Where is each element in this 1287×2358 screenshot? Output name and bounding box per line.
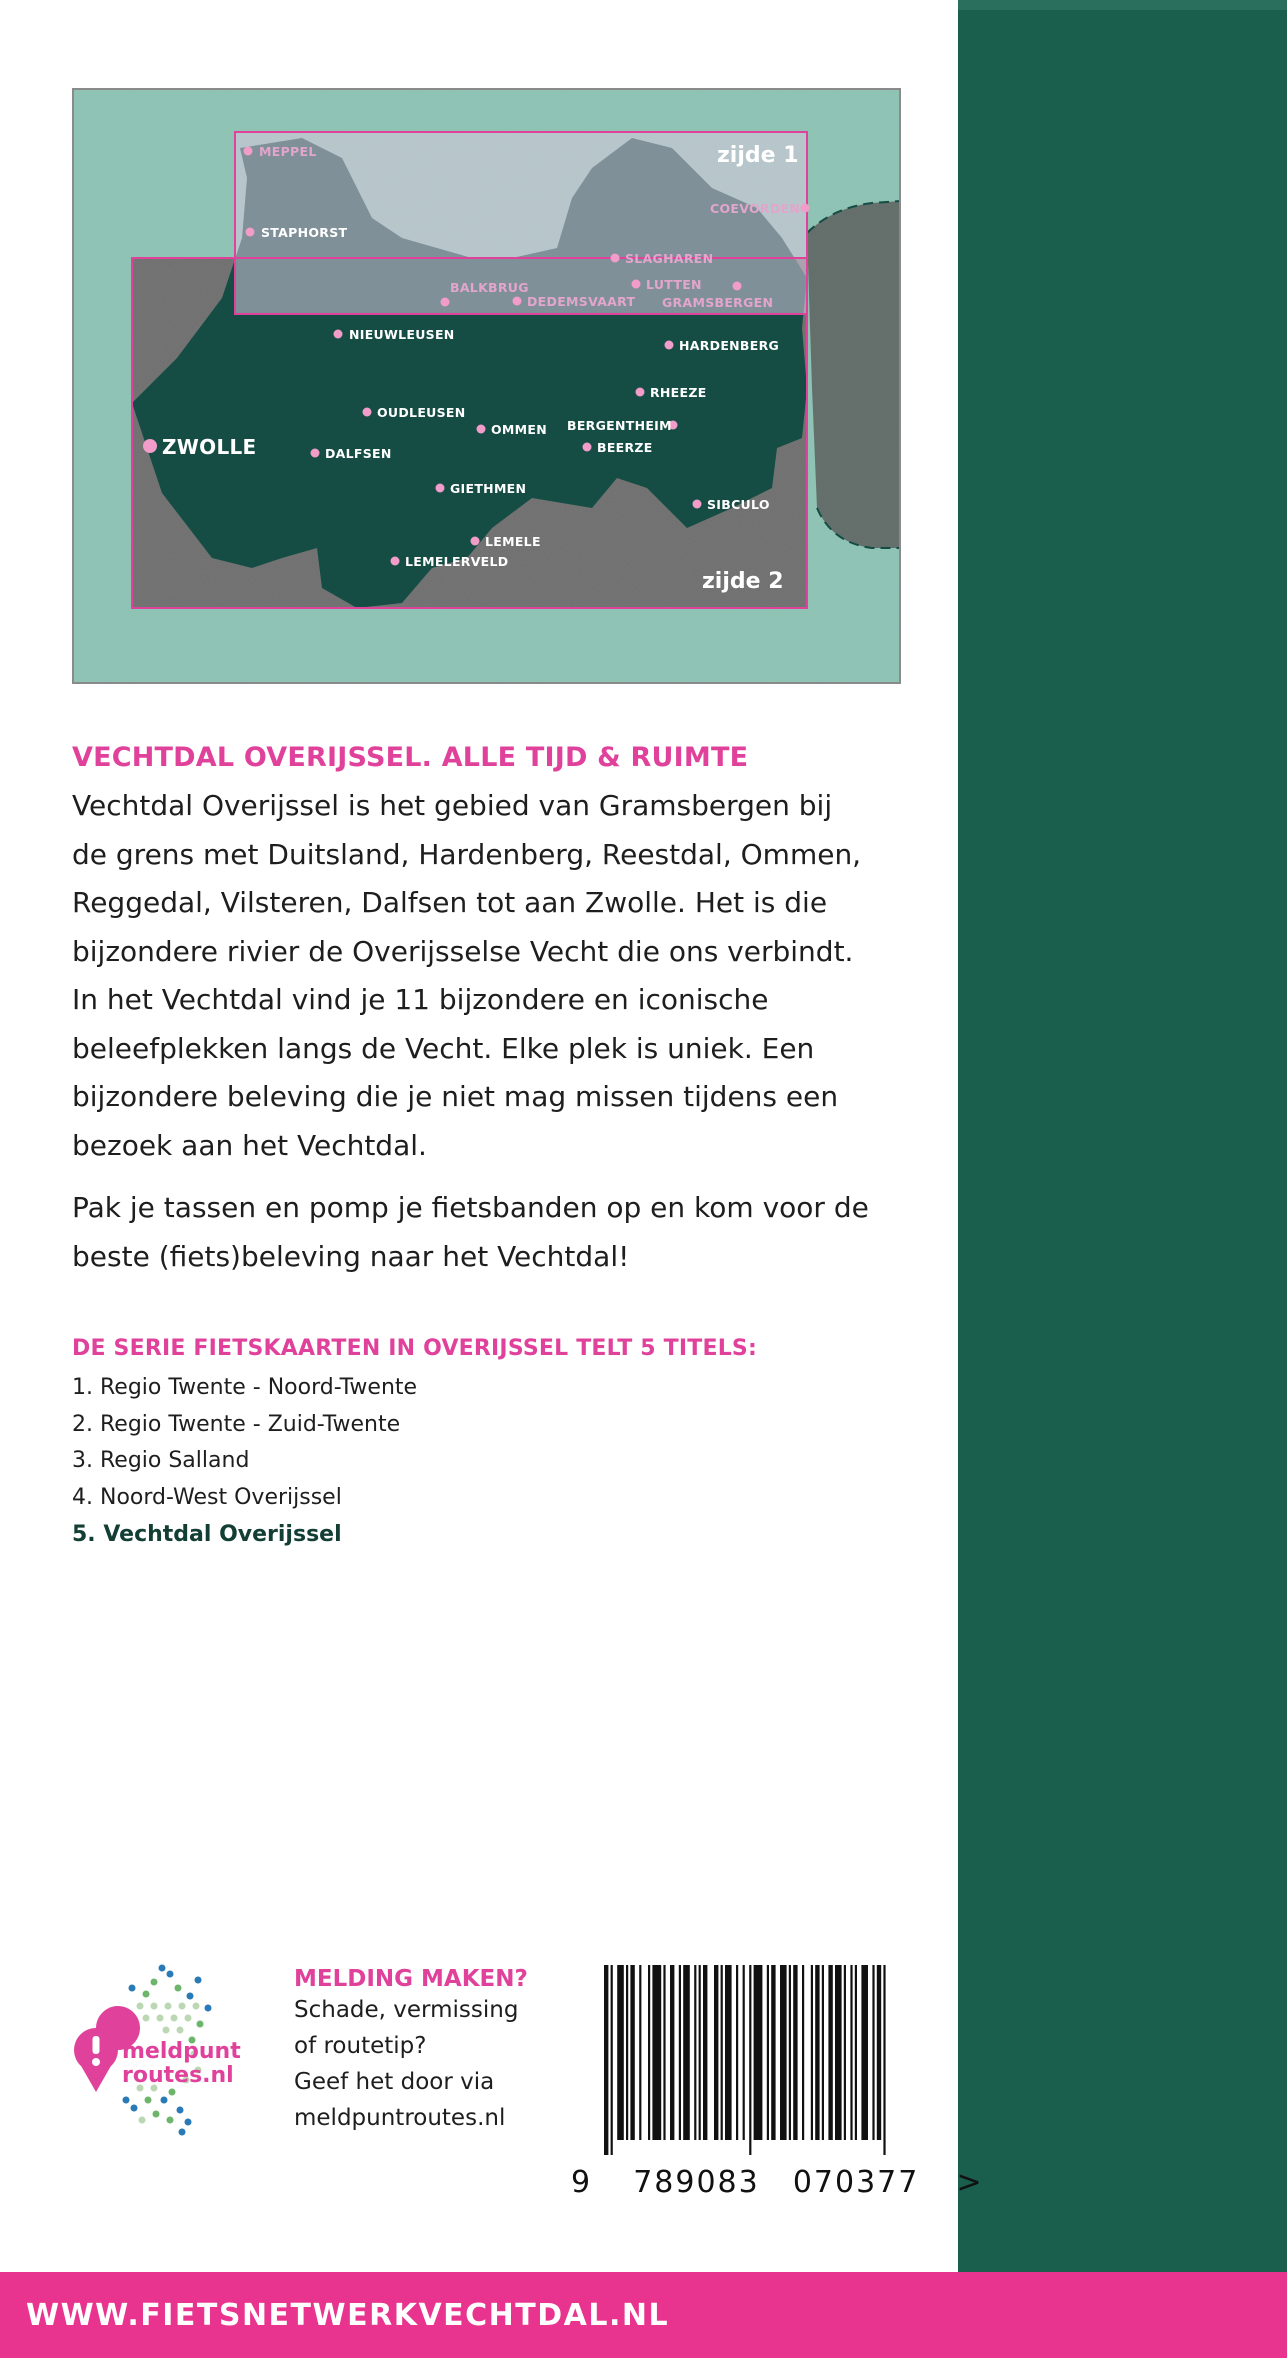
series-item: 1. Regio Twente - Noord-Twente [72,1375,418,1400]
barcode-bar [617,1965,624,2140]
place-label-gramsbergen: GRAMSBERGEN [662,295,774,310]
place-label-dalfsen: DALFSEN [325,446,392,461]
place-dot-staphorst [246,228,255,237]
meldpunt-routes-logo [70,1960,250,2140]
place-dot-coevorden [801,204,810,213]
report-line: Geef het door via [294,2069,495,2095]
cover-spine [958,0,1287,2272]
barcode-bar [855,1965,857,2140]
barcode-bar [754,1965,763,2140]
place-label-lemelerveld: LEMELERVELD [405,554,509,569]
place-label-oudleusen: OUDLEUSEN [377,405,466,420]
place-dot-hardenberg [665,341,674,350]
barcode-bar [872,1965,874,2140]
place-label-lutten: LUTTEN [646,277,702,292]
barcode-bar [811,1965,813,2140]
barcode-bar [630,1965,634,2140]
barcode-bar [861,1965,868,2140]
barcode-bar [683,1965,690,2140]
barcode-bar [663,1965,665,2140]
intro-text [72,782,872,1295]
barcode-bar [828,1965,832,2140]
barcode-bar [604,1965,608,2155]
barcode-bar [822,1965,824,2140]
place-label-hardenberg: HARDENBERG [679,338,780,353]
place-dot-giethmen [436,484,445,493]
place-dot-nieuwleusen [334,330,343,339]
place-dot-dalfsen [311,449,320,458]
series-title: DE SERIE FIETSKAARTEN IN OVERIJSSEL TELT 5 TITELS: [72,1336,757,1361]
barcode-bar [648,1965,650,2140]
series-item: 4. Noord-West Overijssel [72,1485,342,1511]
place-dot-ommen [477,425,486,434]
barcode-bar [679,1965,681,2140]
barcode-bar [652,1965,661,2140]
barcode-bar [771,1965,775,2140]
place-dot-zwolle [143,439,157,453]
series-item: 2. Regio Twente - Zuid-Twente [72,1411,401,1437]
place-dot-rheeze [636,388,645,397]
barcode-bar [802,1965,804,2140]
barcode-bar [749,1965,751,2155]
barcode-bar [789,1965,791,2140]
report-line: Schade, vermissing [294,1997,519,2023]
isbn-group1: 789083 [633,2165,760,2200]
place-label-meppel: MEPPEL [259,144,317,159]
report-info [294,1966,594,2136]
place-label-lemele: LEMELE [485,534,541,549]
intro-paragraph: Vechtdal Overijssel is het gebied van Gramsbergen bij de grens met Duitsland, Hardenberg, Reestdal, Ommen, Reggedal, Vilsteren, Dalfsen tot aan Zwolle. Het is die bijzondere rivier de Overijsselse Vecht die ons verbindt. In het Vechtdal vind je 11 bijzondere en iconische beleefplekken langs de Vecht. Elke plek is uniek. Een bijzondere beleving die je niet mag missen tijdens een bezoek aan het Vechtdal. [72,789,862,1162]
isbn-barcode [600,1965,930,2125]
sheet-1-label: zijde 1 [717,143,799,168]
barcode-bar [780,1965,787,2140]
barcode-bar [844,1965,846,2140]
isbn-marker: > [956,2165,984,2200]
place-label-dedemsvaart: DEDEMSVAART [527,294,636,309]
report-link[interactable]: meldpuntroutes.nl [294,2105,506,2131]
section-heading: VECHTDAL OVERIJSSEL. ALLE TIJD & RUIMTE [72,742,749,773]
sheet-2-label: zijde 2 [702,569,784,594]
overview-map-svg [72,88,901,684]
place-label-balkbrug: BALKBRUG [450,280,529,295]
series-item: 3. Regio Salland [72,1448,250,1474]
barcode-bar [721,1965,723,2140]
place-label-slagharen: SLAGHAREN [625,251,714,266]
place-dot-lemelerveld [391,557,400,566]
place-label-coevorden: COEVORDEN [710,201,801,216]
place-label-staphorst: STAPHORST [261,225,348,240]
place-dot-gramsbergen [733,282,742,291]
barcode-bar [850,1965,852,2140]
isbn-lead: 9 [571,2165,593,2200]
isbn-group2: 070377 [792,2165,920,2200]
place-dot-lemele [471,537,480,546]
barcode-bar [767,1965,769,2140]
place-dot-balkbrug [441,298,450,307]
place-dot-slagharen [611,254,620,263]
place-dot-meppel [244,147,253,156]
barcode-bar [694,1965,696,2140]
report-line: of routetip? [294,2033,427,2059]
place-label-rheeze: RHEEZE [650,385,707,400]
spine-edge [958,0,1287,10]
barcode-bar [699,1965,701,2140]
series-list [72,1370,417,1554]
place-dot-beerze [583,443,592,452]
barcode-bars [600,1965,930,2165]
place-label-ommen: OMMEN [491,422,548,437]
place-dot-sibculo [693,500,702,509]
barcode-bar [883,1965,885,2155]
overview-map [72,88,901,684]
barcode-bar [835,1965,842,2140]
place-label-zwolle: ZWOLLE [162,435,257,459]
barcode-bar [611,1965,613,2155]
place-dot-dedemsvaart [513,297,522,306]
barcode-bar [725,1965,732,2140]
barcode-bar [815,1965,819,2140]
place-label-beerze: BEERZE [597,440,653,455]
place-dot-lutten [632,280,641,289]
barcode-bar [877,1965,881,2140]
isbn-number [571,2165,984,2200]
barcode-bar [703,1965,707,2140]
footer-url[interactable]: WWW.FIETSNETWERKVECHTDAL.NL [26,2298,670,2333]
place-dot-oudleusen [363,408,372,417]
place-label-nieuwleusen: NIEUWLEUSEN [349,327,455,342]
report-title: MELDING MAKEN? [294,1966,528,1992]
place-label-giethmen: GIETHMEN [450,481,527,496]
barcode-bar [714,1965,718,2140]
barcode-bar [793,1965,797,2140]
place-label-sibculo: SIBCULO [707,497,770,512]
barcode-bar [639,1965,641,2140]
series-item-current: 5. Vechtdal Overijssel [72,1521,342,1547]
barcode-bar [670,1965,674,2140]
logo-text-line1: meldpunt [122,2039,241,2064]
barcode-bar [626,1965,628,2140]
logo-text-line2: routes.nl [122,2063,234,2088]
intro-paragraph: Pak je tassen en pomp je fietsbanden op en kom voor de beste (fiets)beleving naar het Vechtdal! [72,1191,869,1273]
place-label-bergentheim: BERGENTHEIM [567,418,672,433]
barcode-bar [743,1965,745,2140]
barcode-bar [736,1965,738,2140]
